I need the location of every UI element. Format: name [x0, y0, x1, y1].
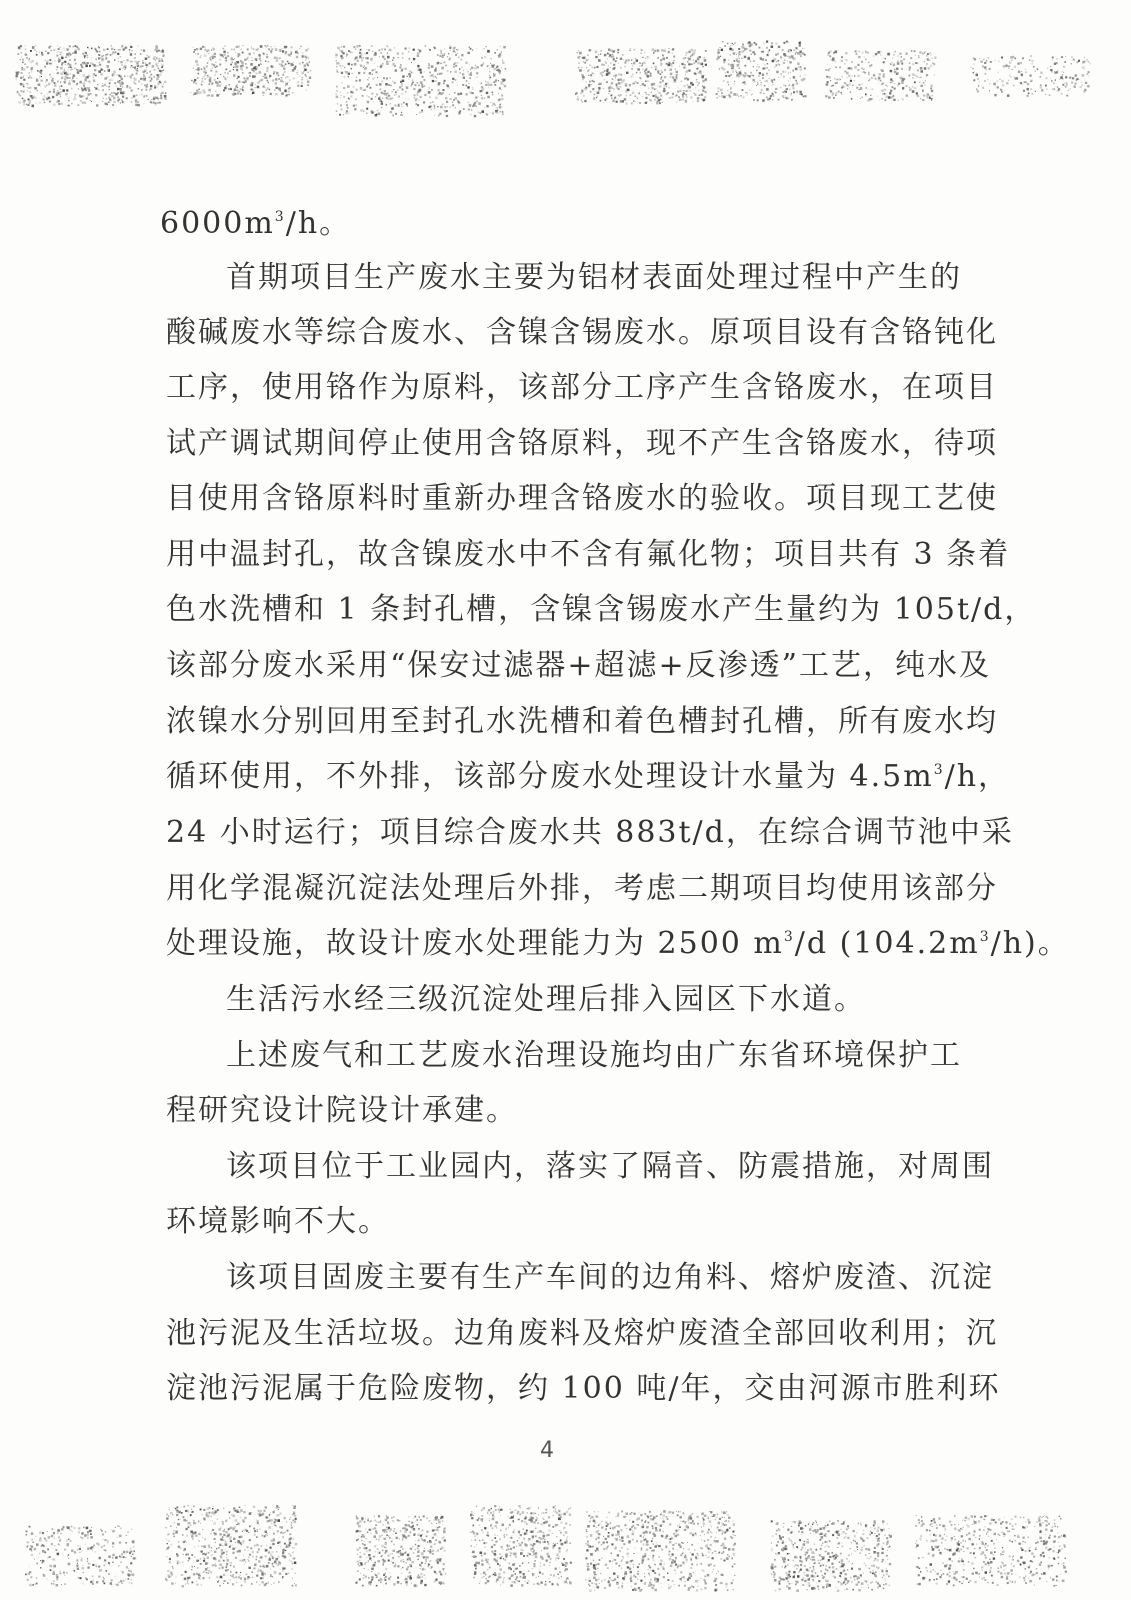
text-line-15: 上述废气和工艺废水治理设施均由广东省环境保护工 — [226, 1038, 962, 1073]
text-line-1: 首期项目生产废水主要为铝材表面处理过程中产生的 — [226, 260, 962, 295]
text-line-14: 生活污水经三级沉淀处理后排入园区下水道。 — [226, 982, 866, 1017]
scan-noise-top — [0, 30, 1131, 150]
text-line-9: 浓镍水分别回用至封孔水洗槽和着色槽封孔槽，所有废水均 — [166, 704, 998, 739]
text-line-3: 工序，使用铬作为原料，该部分工序产生含铬废水，在项目 — [166, 370, 998, 405]
text-line-2: 酸碱废水等综合废水、含镍含锡废水。原项目设有含铬钝化 — [166, 315, 998, 350]
text-line-12: 用化学混凝沉淀法处理后外排，考虑二期项目均使用该部分 — [166, 871, 998, 906]
text-line-0-pre: 6000m — [160, 206, 275, 241]
text-line-13-mid: /d (104.2m — [794, 926, 980, 961]
text-line-8: 该部分废水采用“保安过滤器+超滤+反渗透”工艺，纯水及 — [166, 648, 991, 683]
text-line-13-post: /h)。 — [990, 926, 1070, 961]
text-line-7: 色水洗槽和 1 条封孔槽，含镍含锡废水产生量约为 105t/d， — [166, 592, 1037, 627]
page-number: 4 — [540, 1438, 554, 1463]
text-line-11: 24 小时运行；项目综合废水共 883t/d，在综合调节池中采 — [166, 815, 1014, 850]
text-line-10 — [166, 757, 1010, 797]
text-line-19: 该项目固废主要有生产车间的边角料、熔炉废渣、沉淀 — [226, 1260, 994, 1295]
text-line-6: 用中温封孔，故含镍废水中不含有氟化物；项目共有 3 条着 — [166, 537, 1011, 572]
text-line-4: 试产调试期间停止使用含铬原料，现不产生含铬废水，待项 — [166, 426, 998, 461]
text-line-0-post: /h。 — [285, 206, 352, 241]
text-line-5: 目使用含铬原料时重新办理含铬废水的验收。项目现工艺使 — [166, 481, 998, 516]
text-line-17: 该项目位于工业园内，落实了隔音、防震措施，对周围 — [226, 1149, 994, 1184]
text-line-0 — [160, 204, 351, 244]
text-line-16: 程研究设计院设计承建。 — [166, 1093, 518, 1128]
superscript: 3 — [933, 762, 945, 778]
text-line-13 — [166, 924, 1070, 964]
text-line-21: 淀池污泥属于危险废物，约 100 吨/年，交由河源市胜利环 — [166, 1371, 1001, 1406]
text-line-10-post: /h， — [944, 759, 1011, 794]
text-line-10-pre: 循环使用，不外排，该部分废水处理设计水量为 4.5m — [166, 759, 934, 794]
text-line-20: 池污泥及生活垃圾。边角废料及熔炉废渣全部回收利用；沉 — [166, 1316, 998, 1351]
superscript: 3 — [783, 929, 795, 945]
text-line-18: 环境影响不大。 — [166, 1204, 390, 1239]
scan-noise-bottom — [0, 1455, 1131, 1600]
text-line-13-pre: 处理设施，故设计废水处理能力为 2500 m — [166, 926, 784, 961]
superscript: 3 — [979, 929, 991, 945]
superscript: 3 — [274, 209, 286, 225]
